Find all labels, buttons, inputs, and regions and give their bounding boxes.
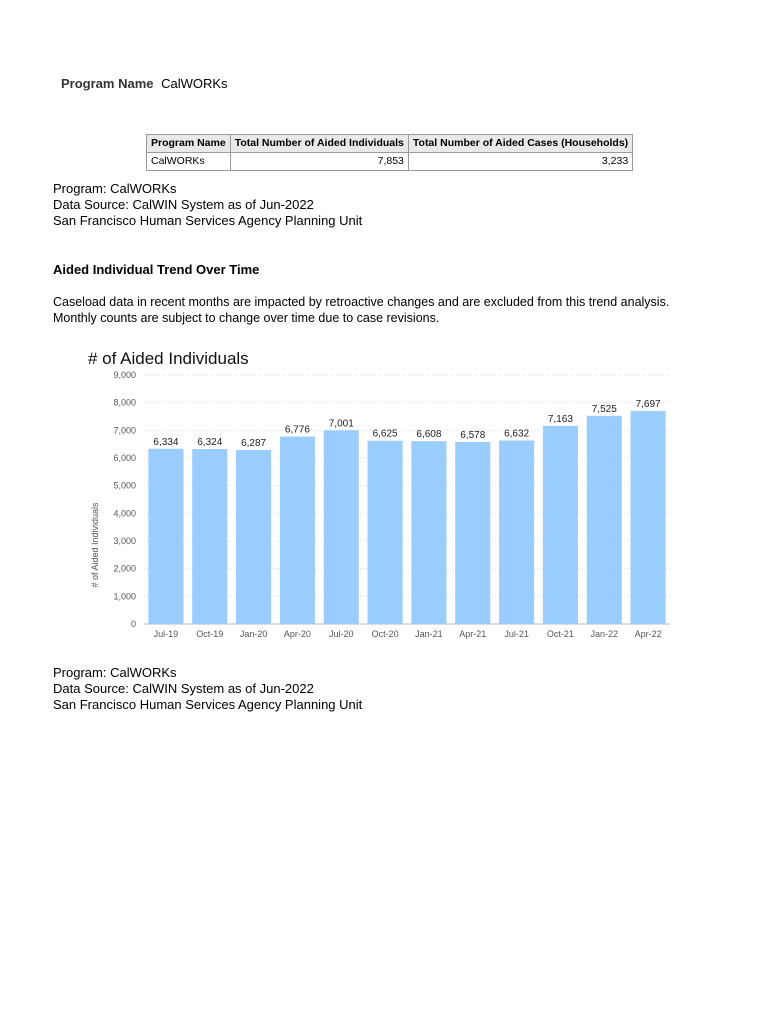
bar bbox=[368, 441, 403, 624]
data-label: 6,287 bbox=[241, 438, 267, 450]
cell-aided-cases: 3,233 bbox=[408, 153, 632, 171]
meta-unit-bottom: San Francisco Human Services Agency Planning Unit bbox=[53, 697, 363, 712]
bar bbox=[587, 416, 622, 624]
header-program-name: Program Name bbox=[147, 135, 231, 153]
meta-source-bottom: Data Source: CalWIN System as of Jun-2022 bbox=[53, 681, 314, 696]
x-tick-label: Jan-22 bbox=[590, 629, 619, 639]
x-tick-label: Jul-21 bbox=[504, 629, 529, 639]
y-tick-label: 2,000 bbox=[113, 563, 136, 574]
chart-bars bbox=[148, 411, 665, 624]
data-label: 6,324 bbox=[197, 437, 223, 449]
bar bbox=[280, 437, 315, 624]
bar bbox=[411, 441, 446, 624]
section-description bbox=[53, 294, 669, 326]
table-row bbox=[147, 153, 633, 171]
data-label: 6,608 bbox=[416, 429, 442, 441]
x-tick-label: Jan-20 bbox=[239, 629, 268, 639]
y-tick-label: 0 bbox=[130, 619, 136, 629]
header-aided-individuals: Total Number of Aided Individuals bbox=[230, 135, 408, 153]
y-tick-label: 8,000 bbox=[113, 397, 136, 408]
chart-title: # of Aided Individuals bbox=[88, 349, 249, 368]
section-title: Aided Individual Trend Over Time bbox=[53, 262, 260, 277]
y-axis-label: # of Aided Individuals bbox=[90, 502, 100, 588]
bar bbox=[236, 450, 271, 624]
data-label: 6,625 bbox=[372, 428, 398, 440]
x-tick-label: Jul-20 bbox=[328, 629, 354, 639]
meta-source: Data Source: CalWIN System as of Jun-2022 bbox=[53, 197, 314, 212]
bar bbox=[631, 411, 666, 624]
x-tick-label: Oct-20 bbox=[371, 629, 399, 639]
x-tick-label: Oct-19 bbox=[196, 629, 224, 639]
description-line-1: Caseload data in recent months are impacted by retroactive changes and are excluded from this trend analysis. bbox=[53, 295, 670, 309]
data-label: 6,334 bbox=[153, 436, 179, 448]
y-tick-label: 6,000 bbox=[113, 453, 136, 463]
data-label: 7,001 bbox=[328, 418, 354, 430]
table-header-row bbox=[147, 135, 633, 153]
x-tick-label: Oct-21 bbox=[546, 629, 574, 639]
y-tick-label: 9,000 bbox=[113, 370, 136, 380]
meta-program-bottom: Program: CalWORKs bbox=[53, 665, 177, 680]
cell-program-name: CalWORKs bbox=[147, 153, 231, 171]
x-tick-label: Apr-22 bbox=[634, 629, 662, 639]
bar-chart bbox=[70, 365, 680, 650]
summary-table bbox=[146, 134, 633, 171]
bar bbox=[499, 441, 534, 624]
y-tick-label: 5,000 bbox=[113, 480, 136, 491]
data-label: 6,632 bbox=[504, 428, 530, 440]
y-tick-label: 4,000 bbox=[113, 508, 136, 519]
data-label: 6,776 bbox=[284, 424, 310, 436]
bar bbox=[324, 430, 359, 624]
x-tick-label: Jul-19 bbox=[153, 629, 179, 639]
y-tick-label: 1,000 bbox=[113, 591, 136, 602]
x-tick-label: Apr-20 bbox=[283, 629, 311, 639]
meta-bottom bbox=[53, 665, 362, 713]
meta-unit: San Francisco Human Services Agency Planning Unit bbox=[53, 213, 363, 228]
x-tick-label: Jan-21 bbox=[415, 629, 443, 639]
description-line-2: Monthly counts are subject to change over time due to case revisions. bbox=[53, 311, 440, 325]
bar bbox=[192, 449, 227, 624]
data-label: 7,697 bbox=[635, 399, 661, 411]
program-filter-label: Program Name bbox=[61, 76, 154, 91]
program-filter-value: CalWORKs bbox=[161, 76, 228, 91]
x-tick-label: Apr-21 bbox=[459, 629, 487, 639]
y-tick-label: 7,000 bbox=[113, 425, 136, 436]
data-label: 7,163 bbox=[547, 413, 573, 425]
meta-top bbox=[53, 181, 362, 229]
program-filter bbox=[61, 76, 228, 91]
bar bbox=[455, 442, 490, 624]
cell-aided-individuals: 7,853 bbox=[230, 153, 408, 171]
bar bbox=[543, 426, 578, 624]
y-tick-label: 3,000 bbox=[113, 536, 136, 546]
meta-program: Program: CalWORKs bbox=[53, 181, 177, 196]
header-aided-cases: Total Number of Aided Cases (Households) bbox=[408, 135, 632, 153]
data-label: 7,525 bbox=[591, 403, 617, 415]
data-label: 6,578 bbox=[460, 430, 486, 442]
bar bbox=[148, 449, 183, 624]
